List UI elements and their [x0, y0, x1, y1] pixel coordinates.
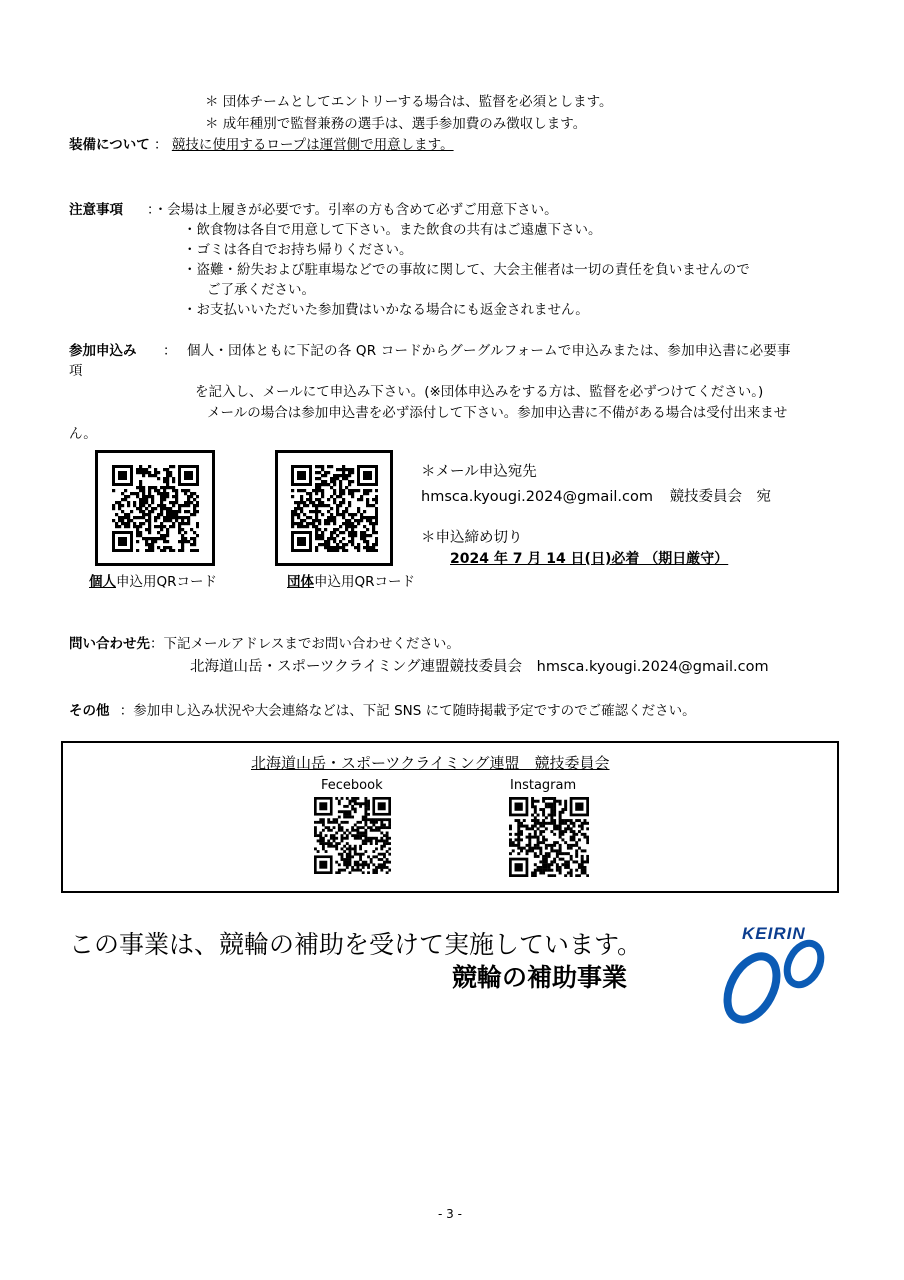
deadline-heading: ＊申込締め切り	[421, 530, 523, 546]
notes-label: 注意事項	[69, 202, 123, 218]
contact-email[interactable]: hmsca.kyougi.2024@gmail.com	[536, 659, 769, 675]
equipment-text: 競技に使用するロープは運営側で用意します。	[171, 137, 454, 153]
keirin-subsidy-label: 競輪の補助事業	[452, 964, 628, 992]
notes-item-3: ・ゴミは各自でお持ち帰りください。	[183, 242, 413, 258]
sns-box	[61, 741, 839, 893]
application-line-2: 項	[69, 363, 83, 379]
individual-qr-frame	[95, 450, 215, 566]
team-note-2: ＊ 成年種別で監督兼務の選手は、選手参加費のみ徴収します。	[205, 116, 587, 132]
application-colon: ：	[163, 343, 177, 359]
facebook-label: Fecebook	[321, 778, 383, 793]
facebook-qr-code[interactable]	[314, 797, 391, 874]
mail-heading: ＊メール申込宛先	[421, 464, 537, 480]
application-line-3: を記入し、メールにて申込み下さい。(※団体申込みをする方は、監督を必ずつけてください。)	[195, 384, 764, 400]
contact-text: ：下記メールアドレスまでお問い合わせください。	[150, 636, 460, 652]
contact-label: 問い合わせ先	[69, 636, 150, 652]
notes-item-1: ：・会場は上履きが必要です。引率の方も含めて必ずご用意下さい。	[147, 202, 558, 218]
team-suffix: 申込用QRコード	[314, 574, 416, 590]
individual-qr-code[interactable]	[112, 465, 199, 552]
notes-item-6: ・お支払いいただいた参加費はいかなる場合にも返金されません。	[183, 302, 589, 318]
sns-title: 北海道山岳・スポーツクライミング連盟 競技委員会	[251, 754, 610, 772]
team-prefix: 団体	[287, 574, 314, 590]
individual-suffix: 申込用QRコード	[116, 574, 218, 590]
equipment-label: 装備について	[69, 137, 150, 153]
mail-line	[421, 485, 771, 506]
other-text: ：参加申し込み状況や大会連絡などは、下記 SNS にて随時掲載予定ですのでご確認ください。	[119, 703, 696, 719]
contact-org-line	[190, 655, 769, 676]
application-line-1: 個人・団体ともに下記の各 QR コードからグーグルフォームで申込みまたは、参加申込書に必要事	[187, 343, 791, 359]
page-number: - 3 -	[438, 1207, 462, 1221]
application-line-4: メールの場合は参加申込書を必ず添付して下さい。参加申込書に不備がある場合は受付出来ませ	[207, 405, 788, 421]
notes-item-5: ご了承ください。	[207, 282, 315, 298]
equipment-colon: ：	[154, 137, 168, 153]
team-note-1: ＊ 団体チームとしてエントリーする場合は、監督を必須とします。	[205, 94, 613, 110]
other-row	[69, 699, 696, 719]
keirin-logo-text: KEIRIN	[742, 924, 806, 943]
mail-recipient: 競技委員会 宛	[669, 489, 772, 505]
other-label: その他	[69, 703, 110, 719]
application-line-5: ん。	[69, 426, 97, 442]
instagram-label: Instagram	[510, 778, 577, 793]
individual-qr-caption	[89, 570, 217, 590]
application-label: 参加申込み	[69, 343, 137, 359]
mail-address[interactable]: hmsca.kyougi.2024@gmail.com	[421, 489, 653, 505]
notes-item-2: ・飲食物は各自で用意して下さい。また飲食の共有はご遠慮下さい。	[183, 222, 602, 238]
contact-org: 北海道山岳・スポーツクライミング連盟競技委員会	[190, 659, 523, 675]
individual-prefix: 個人	[89, 574, 116, 590]
keirin-logo-icon	[718, 938, 836, 1026]
equipment-row	[69, 133, 454, 153]
team-qr-caption	[287, 570, 415, 590]
team-qr-frame	[275, 450, 393, 566]
contact-row	[69, 632, 460, 652]
notes-item-4: ・盗難・紛失および駐車場などでの事故に関して、大会主催者は一切の責任を負いませんので	[183, 262, 750, 278]
team-qr-code[interactable]	[291, 465, 378, 552]
keirin-statement: この事業は、競輪の補助を受けて実施しています。	[69, 931, 643, 959]
deadline-date: 2024 年 7 月 14 日(日)必着 （期日厳守）	[450, 551, 729, 567]
instagram-qr-code[interactable]	[509, 797, 589, 877]
